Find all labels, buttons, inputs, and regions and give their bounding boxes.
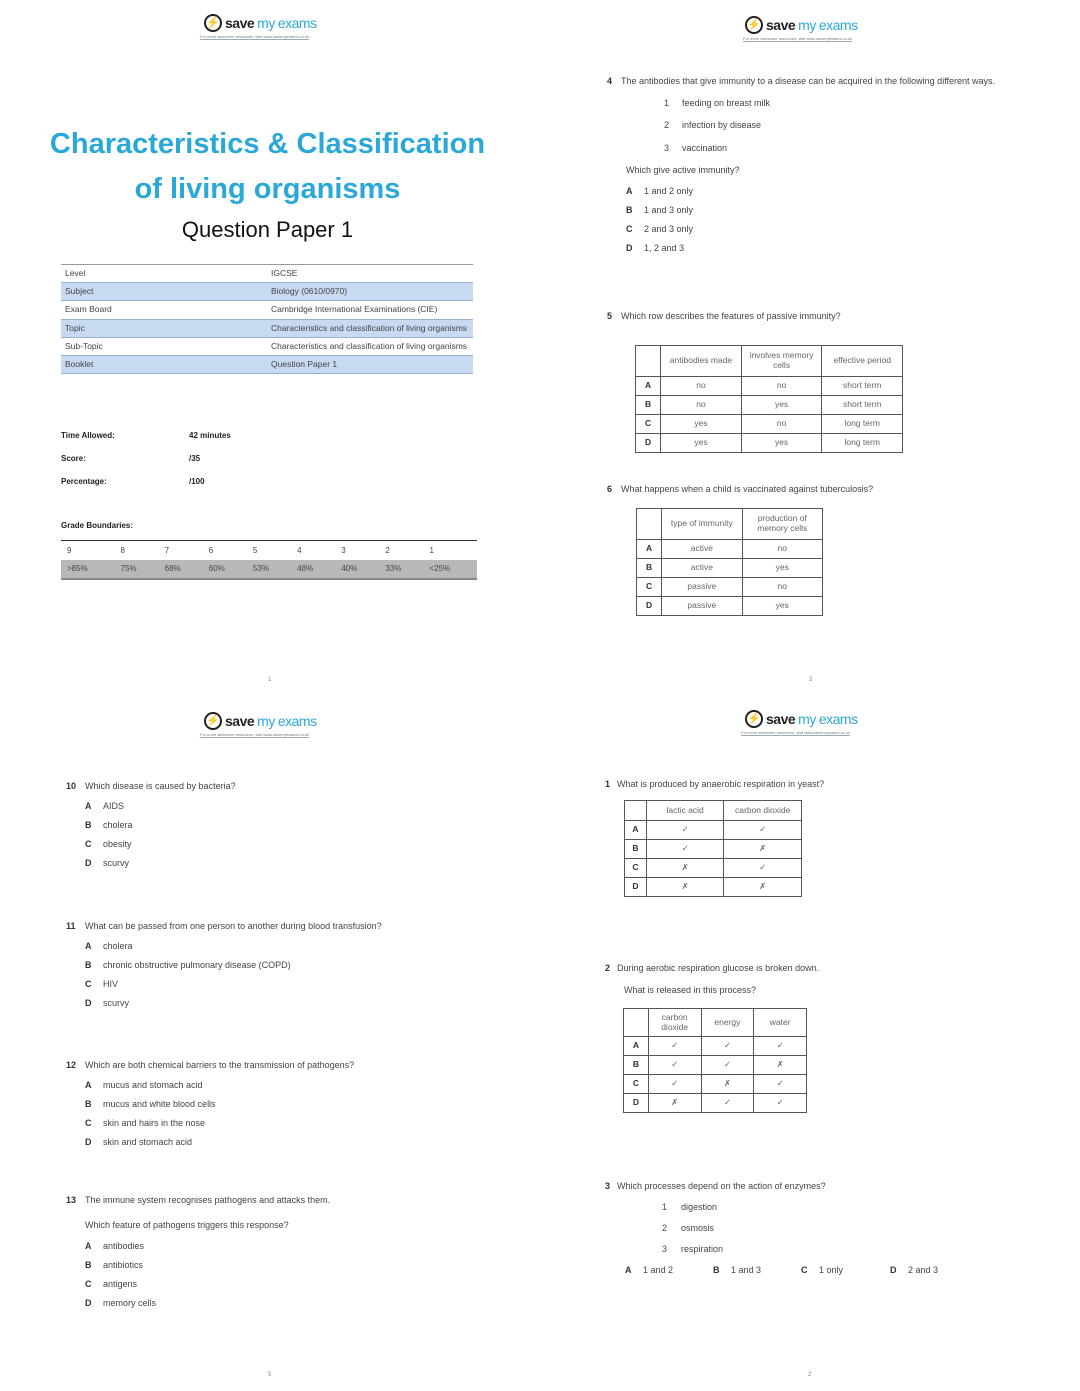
info-label: Booklet — [61, 355, 267, 373]
list-item: 1 feeding on breast milk — [664, 98, 771, 108]
option-c[interactable]: C 1 only — [801, 1265, 844, 1275]
option-b[interactable]: B antibiotics — [85, 1260, 144, 1270]
time-value: 42 minutes — [189, 431, 231, 440]
brand-logo — [204, 14, 317, 32]
info-label: Sub-Topic — [65, 340, 103, 351]
logo-my: my — [257, 15, 275, 31]
brand-tagline: For more awesome resources, visit www.savemyexams.co.uk — [741, 730, 851, 735]
question-4-prompt: Which give active immunity? — [626, 165, 740, 175]
info-label: Level — [61, 265, 267, 283]
logo-exams: exams — [277, 15, 317, 31]
question-2-prompt: What is released in this process? — [624, 985, 757, 995]
grade-cell: 8 — [115, 541, 159, 560]
logo-save: save — [225, 15, 255, 31]
question-page-5 — [0, 695, 540, 1391]
score-value: /35 — [189, 454, 201, 463]
option-c[interactable]: C 2 and 3 only — [626, 224, 694, 234]
logo-my: my — [257, 713, 275, 729]
option-d[interactable]: D skin and stomach acid — [85, 1137, 193, 1147]
boundary-cell: 33% — [379, 560, 423, 579]
page-number: 2 — [808, 1372, 812, 1378]
page-number: 5 — [268, 1372, 272, 1378]
grade-cell: 5 — [247, 541, 291, 560]
table-row[interactable]: B active yes — [637, 559, 823, 578]
boundary-cell: 75% — [115, 560, 159, 579]
question-page-3 — [540, 0, 1080, 695]
table-row[interactable]: A ✓ ✓ ✓ — [624, 1037, 807, 1056]
table-row[interactable]: C yes no long term — [636, 415, 903, 434]
option-b[interactable]: B cholera — [85, 820, 133, 830]
table-row[interactable]: B ✓ ✓ ✗ — [624, 1056, 807, 1075]
option-d[interactable]: D scurvy — [85, 998, 130, 1008]
option-b[interactable]: B mucus and white blood cells — [85, 1099, 216, 1109]
col-header: production of memory cells — [742, 509, 822, 540]
boundary-cell: 60% — [203, 560, 247, 579]
bolt-icon: ⚡ — [745, 710, 763, 728]
question-1-stem: 1 What is produced by anaerobic respiration in yeast? — [605, 779, 825, 789]
list-item: 2 osmosis — [662, 1223, 715, 1233]
table-row[interactable]: C passive no — [637, 578, 823, 597]
question-2-stem: 2 During aerobic respiration glucose is broken down. — [605, 963, 820, 973]
option-b[interactable]: B 1 and 3 — [713, 1265, 762, 1275]
option-a[interactable]: A cholera — [85, 941, 133, 951]
option-d[interactable]: D memory cells — [85, 1298, 157, 1308]
logo-exams: exams — [818, 711, 858, 727]
question-3-stem: 3 Which processes depend on the action of enzymes? — [605, 1181, 826, 1191]
grade-cell: 2 — [379, 541, 423, 560]
info-label: Topic — [61, 319, 267, 337]
boundary-cell: 40% — [335, 560, 379, 579]
boundary-cell: 48% — [291, 560, 335, 579]
logo-exams: exams — [818, 17, 858, 33]
question-6-stem: 6 What happens when a child is vaccinated against tuberculosis? — [607, 484, 874, 494]
grade-table — [61, 540, 477, 580]
logo-save: save — [766, 711, 796, 727]
logo-my: my — [798, 711, 816, 727]
info-value: Characteristics and classification of living organisms — [271, 340, 468, 351]
option-a[interactable]: A 1 and 2 only — [626, 186, 694, 196]
info-value: Cambridge International Examinations (CIE) — [271, 304, 438, 315]
grade-cell: 7 — [159, 541, 203, 560]
option-d[interactable]: D 2 and 3 — [890, 1265, 939, 1275]
info-value: Characteristics and classification of living organisms — [267, 319, 473, 337]
table-row[interactable]: C ✓ ✗ ✓ — [624, 1075, 807, 1094]
question-13-stem: 13 The immune system recognises pathogens and attacks them. — [66, 1195, 331, 1205]
list-item: 1 digestion — [662, 1202, 718, 1212]
list-item: 3 respiration — [662, 1244, 724, 1254]
grade-cell: 6 — [203, 541, 247, 560]
table-row[interactable]: A ✓ ✓ — [625, 821, 802, 840]
question-6-table — [636, 508, 823, 616]
question-5-stem: 5 Which row describes the features of passive immunity? — [607, 311, 841, 321]
cover-title-line1: Characteristics & Classification — [49, 128, 486, 160]
logo-save: save — [766, 17, 796, 33]
info-row — [61, 283, 473, 301]
table-row[interactable]: A active no — [637, 540, 823, 559]
col-header: type of immunity — [662, 509, 742, 540]
table-row[interactable]: D passive yes — [637, 597, 823, 616]
col-header: carbon dioxide — [724, 801, 802, 821]
brand-tagline: For more awesome resources, visit www.savemyexams.co.uk — [200, 34, 310, 39]
cover-subtitle: Question Paper 1 — [181, 217, 354, 242]
brand-logo — [204, 712, 317, 730]
option-b[interactable]: B chronic obstructive pulmonary disease (COPD) — [85, 960, 291, 970]
col-header: energy — [701, 1009, 754, 1037]
logo-save: save — [225, 713, 255, 729]
cover-page — [0, 0, 540, 695]
table-row[interactable]: B no yes short term — [636, 396, 903, 415]
option-a[interactable]: A AIDS — [85, 801, 125, 811]
table-row[interactable]: D ✗ ✗ — [625, 878, 802, 897]
logo-exams: exams — [277, 713, 317, 729]
info-row — [61, 319, 473, 337]
table-row[interactable]: C ✗ ✓ — [625, 859, 802, 878]
question-10-stem: 10 Which disease is caused by bacteria? — [66, 781, 236, 791]
bolt-icon: ⚡ — [745, 16, 763, 34]
grade-row — [61, 541, 477, 560]
option-d[interactable]: D 1, 2 and 3 — [626, 243, 685, 253]
question-4-stem: 4 The antibodies that give immunity to a disease can be acquired in the following different ways. — [607, 76, 996, 86]
info-row — [61, 355, 473, 373]
option-a[interactable]: A antibodies — [85, 1241, 145, 1251]
option-a[interactable]: A 1 and 2 — [625, 1265, 674, 1275]
score-label: Score: — [61, 454, 86, 463]
page-number: 1 — [268, 677, 272, 683]
logo-my: my — [798, 17, 816, 33]
grade-cell: 4 — [291, 541, 335, 560]
boundary-row — [61, 560, 477, 579]
bolt-icon: ⚡ — [204, 14, 222, 32]
percentage-label: Percentage: — [61, 477, 107, 486]
grade-cell: 3 — [335, 541, 379, 560]
boundary-cell: >85% — [61, 560, 115, 579]
boundary-cell: 68% — [159, 560, 203, 579]
page-number: 3 — [809, 677, 813, 683]
boundary-cell: 53% — [247, 560, 291, 579]
question-11-stem: 11 What can be passed from one person to another during blood transfusion? — [66, 921, 382, 931]
col-header: carbon dioxide — [648, 1009, 701, 1037]
grade-cell: 9 — [61, 541, 115, 560]
brand-tagline: For more awesome resources, visit www.savemyexams.co.uk — [743, 36, 853, 41]
col-header: effective period — [822, 346, 903, 377]
table-row[interactable]: D ✗ ✓ ✓ — [624, 1094, 807, 1113]
bolt-icon: ⚡ — [204, 712, 222, 730]
question-page-2 — [540, 695, 1080, 1391]
list-item: 3 vaccination — [664, 143, 728, 153]
time-label: Time Allowed: — [61, 431, 115, 440]
col-header: involves memory cells — [741, 346, 822, 377]
cover-title-line2: of living organisms — [134, 173, 401, 205]
grade-boundaries-label: Grade Boundaries: — [61, 521, 134, 530]
col-header: water — [754, 1009, 807, 1037]
percentage-value: /100 — [189, 477, 205, 486]
grade-cell: 1 — [423, 541, 477, 560]
info-row — [61, 301, 473, 319]
info-row — [61, 265, 473, 283]
info-value: Biology (0610/0970) — [267, 283, 473, 301]
boundary-cell: <25% — [423, 560, 477, 579]
question-1-table — [624, 800, 802, 897]
info-table — [61, 264, 473, 374]
info-value: IGCSE — [267, 265, 473, 283]
info-row — [61, 337, 473, 355]
info-value: Question Paper 1 — [267, 355, 473, 373]
table-row[interactable]: D yes yes long term — [636, 434, 903, 453]
option-c[interactable]: C obesity — [85, 839, 132, 849]
question-13-prompt: Which feature of pathogens triggers this response? — [85, 1220, 289, 1230]
question-2-table — [623, 1008, 807, 1113]
option-a[interactable]: A mucus and stomach acid — [85, 1080, 203, 1090]
info-label: Subject — [61, 283, 267, 301]
brand-logo — [745, 710, 858, 728]
option-c[interactable]: C HIV — [85, 979, 119, 989]
option-b[interactable]: B 1 and 3 only — [626, 205, 694, 215]
option-d[interactable]: D scurvy — [85, 858, 130, 868]
table-row[interactable]: B ✓ ✗ — [625, 840, 802, 859]
question-12-stem: 12 Which are both chemical barriers to the transmission of pathogens? — [66, 1060, 355, 1070]
col-header: antibodies made — [661, 346, 742, 377]
col-header: lactic acid — [646, 801, 724, 821]
question-5-table — [635, 345, 903, 453]
brand-logo — [745, 16, 858, 34]
list-item: 2 infection by disease — [664, 120, 762, 130]
table-row[interactable]: A no no short term — [636, 377, 903, 396]
option-c[interactable]: C skin and hairs in the nose — [85, 1118, 206, 1128]
option-c[interactable]: C antigens — [85, 1279, 138, 1289]
info-label: Exam Board — [65, 304, 112, 315]
brand-tagline: For more awesome resources, visit www.savemyexams.co.uk — [200, 732, 310, 737]
